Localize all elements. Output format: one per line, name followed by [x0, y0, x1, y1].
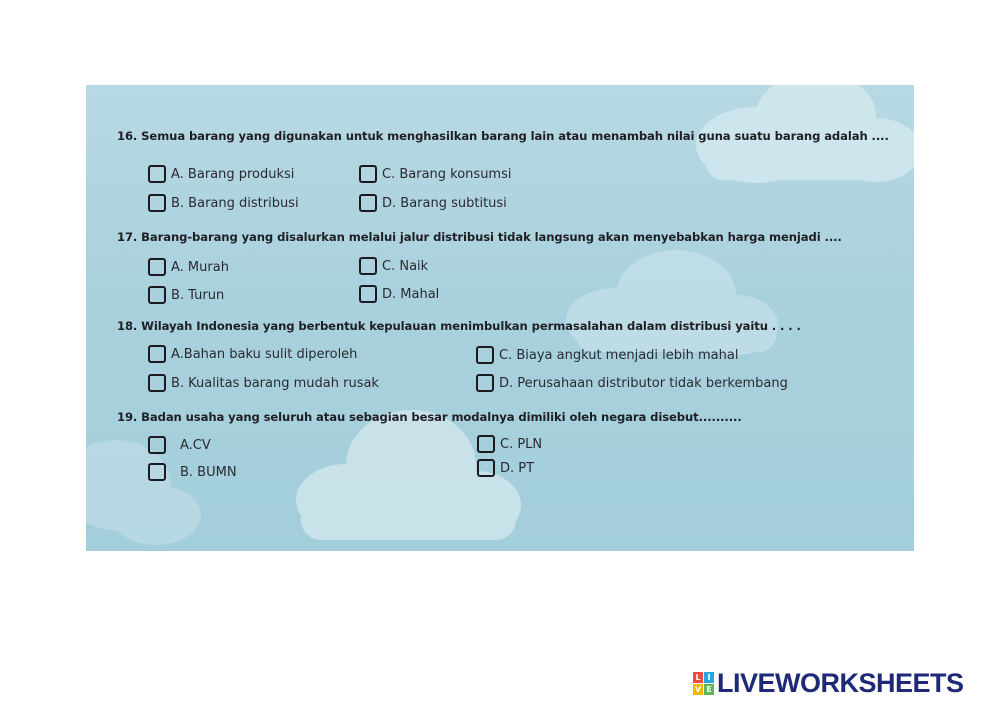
logo-mark-icon [693, 672, 714, 695]
checkbox-icon[interactable] [359, 194, 377, 212]
option-19-a[interactable] [148, 436, 211, 454]
cloud-graphic-bottom [286, 405, 526, 551]
question-17-text: 17. Barang-barang yang disalurkan melalui jalur distribusi tidak langsung akan menyebabkan harga menjadi .... [117, 230, 842, 244]
option-label: A.Bahan baku sulit diperoleh [171, 346, 358, 362]
option-label: D. Barang subtitusi [382, 195, 507, 211]
option-17-c[interactable] [359, 257, 428, 275]
option-17-d[interactable] [359, 285, 439, 303]
logo-letter: E [704, 684, 714, 695]
checkbox-icon[interactable] [477, 435, 495, 453]
option-18-b[interactable] [148, 374, 379, 392]
brand-name: LIVEWORKSHEETS [717, 668, 964, 698]
option-label: B. BUMN [180, 464, 237, 480]
question-19-text: 19. Badan usaha yang seluruh atau sebagian besar modalnya dimiliki oleh negara disebut.......... [117, 410, 742, 424]
checkbox-icon[interactable] [476, 374, 494, 392]
logo-letter: I [704, 672, 714, 683]
checkbox-icon[interactable] [359, 165, 377, 183]
option-16-c[interactable] [359, 165, 511, 183]
option-19-b[interactable] [148, 463, 237, 481]
option-label: A. Barang produksi [171, 166, 295, 182]
checkbox-icon[interactable] [148, 345, 166, 363]
checkbox-icon[interactable] [359, 257, 377, 275]
checkbox-icon[interactable] [148, 463, 166, 481]
option-16-a[interactable] [148, 165, 294, 183]
checkbox-icon[interactable] [148, 436, 166, 454]
checkbox-icon[interactable] [148, 286, 166, 304]
option-label: C. PLN [500, 436, 543, 452]
option-label: D. Mahal [382, 286, 440, 302]
option-18-d[interactable] [476, 374, 788, 392]
checkbox-icon[interactable] [148, 374, 166, 392]
option-18-a[interactable] [148, 345, 357, 363]
option-label: B. Kualitas barang mudah rusak [171, 375, 379, 391]
checkbox-icon[interactable] [359, 285, 377, 303]
option-label: D. Perusahaan distributor tidak berkembang [499, 375, 788, 391]
logo-letter: V [694, 684, 702, 694]
option-18-c[interactable] [476, 346, 738, 364]
logo-letter: L [693, 672, 703, 683]
checkbox-icon[interactable] [148, 194, 166, 212]
option-label: C. Naik [382, 258, 429, 274]
checkbox-icon[interactable] [148, 258, 166, 276]
option-label: A.CV [180, 437, 211, 453]
question-18-text: 18. Wilayah Indonesia yang berbentuk kepulauan menimbulkan permasalahan dalam distribusi yaitu . . . . [117, 319, 801, 333]
option-17-a[interactable] [148, 258, 229, 276]
liveworksheets-logo [693, 668, 964, 699]
option-label: C. Barang konsumsi [382, 166, 512, 182]
checkbox-icon[interactable] [148, 165, 166, 183]
option-label: B. Barang distribusi [171, 195, 299, 211]
question-16-text: 16. Semua barang yang digunakan untuk menghasilkan barang lain atau menambah nilai guna suatu barang adalah .... [117, 129, 889, 143]
option-17-b[interactable] [148, 286, 224, 304]
option-label: A. Murah [171, 259, 229, 275]
option-19-c[interactable] [477, 435, 542, 453]
option-16-b[interactable] [148, 194, 299, 212]
option-label: C. Biaya angkut menjadi lebih mahal [499, 347, 739, 363]
checkbox-icon[interactable] [476, 346, 494, 364]
option-19-d[interactable] [477, 459, 534, 477]
checkbox-icon[interactable] [477, 459, 495, 477]
option-16-d[interactable] [359, 194, 507, 212]
option-label: D. PT [500, 460, 535, 476]
worksheet-panel [86, 85, 914, 551]
option-label: B. Turun [171, 287, 225, 303]
